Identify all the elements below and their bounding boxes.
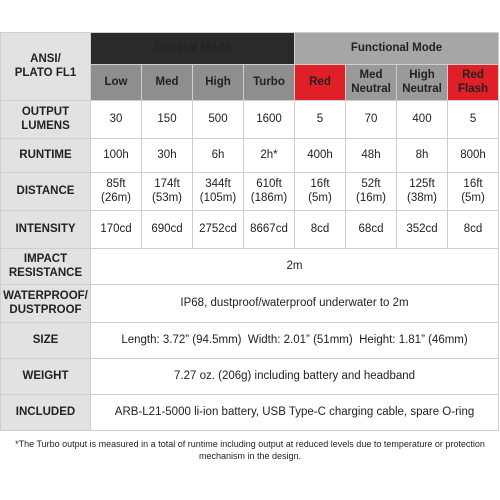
output-label xyxy=(1,101,91,139)
functional-mode-header: Functional Mode xyxy=(295,33,499,65)
distance-m: (26m) xyxy=(100,191,132,204)
output-label-l2: LUMENS xyxy=(21,119,70,132)
distance-ft: 344ft xyxy=(205,178,231,191)
included-value: ARB-L21-5000 li-ion battery, USB Type-C charging cable, spare O-ring xyxy=(91,395,499,431)
size-row xyxy=(1,323,499,359)
size-value: Length: 3.72” (94.5mm) Width: 2.01” (51mm) Height: 1.81” (46mm) xyxy=(91,323,499,359)
waterproof-label-l2: DUSTPROOF xyxy=(9,303,82,316)
waterproof-row xyxy=(1,285,499,323)
general-mode-header: General Mode xyxy=(91,33,295,65)
distance-ft: 610ft xyxy=(256,178,282,191)
intensity-value: 68cd xyxy=(346,211,397,249)
weight-row xyxy=(1,359,499,395)
output-label-l1: OUTPUT xyxy=(21,106,70,119)
distance-m: (5m) xyxy=(308,191,332,204)
output-value: 30 xyxy=(91,101,142,139)
output-row xyxy=(1,101,499,139)
runtime-value: 8h xyxy=(397,139,448,173)
output-value: 500 xyxy=(193,101,244,139)
mode-med-neutral-l2: Neutral xyxy=(351,82,391,95)
distance-ft: 85ft xyxy=(106,178,126,191)
distance-m: (5m) xyxy=(461,191,485,204)
distance-ft: 174ft xyxy=(154,178,180,191)
distance-m: (186m) xyxy=(250,191,288,204)
mode-red xyxy=(295,65,346,101)
intensity-value: 8667cd xyxy=(244,211,295,249)
size-label: SIZE xyxy=(1,323,91,359)
runtime-value: 2h* xyxy=(244,139,295,173)
mode-red-flash xyxy=(448,65,499,101)
output-value: 150 xyxy=(142,101,193,139)
distance-value xyxy=(91,173,142,211)
mode-med-neutral-l1: Med xyxy=(359,69,383,82)
waterproof-label-l1: WATERPROOF/ xyxy=(3,290,88,303)
weight-value: 7.27 oz. (206g) including battery and headband xyxy=(91,359,499,395)
distance-m: (53m) xyxy=(151,191,183,204)
distance-value xyxy=(244,173,295,211)
runtime-value: 30h xyxy=(142,139,193,173)
intensity-value: 8cd xyxy=(448,211,499,249)
weight-label: WEIGHT xyxy=(1,359,91,395)
output-value: 400 xyxy=(397,101,448,139)
footnote-line2: mechanism in the design. xyxy=(198,451,302,462)
runtime-value: 100h xyxy=(91,139,142,173)
output-value: 5 xyxy=(448,101,499,139)
distance-value xyxy=(346,173,397,211)
runtime-value: 6h xyxy=(193,139,244,173)
intensity-value: 2752cd xyxy=(193,211,244,249)
waterproof-value: IP68, dustproof/waterproof underwater to 2m xyxy=(91,285,499,323)
corner-line2: PLATO FL1 xyxy=(14,66,77,79)
mode-red-flash-l2: Flash xyxy=(458,82,489,95)
included-row xyxy=(1,395,499,431)
distance-ft: 52ft xyxy=(361,178,381,191)
distance-ft: 16ft xyxy=(463,178,483,191)
output-value: 1600 xyxy=(244,101,295,139)
intensity-label: INTENSITY xyxy=(1,211,91,249)
mode-high: High xyxy=(193,65,244,101)
spec-table xyxy=(0,32,499,431)
distance-value xyxy=(295,173,346,211)
impact-label-l2: RESISTANCE xyxy=(8,266,83,279)
impact-row xyxy=(1,249,499,285)
mode-high-neutral-l1: High xyxy=(409,69,435,82)
distance-ft: 125ft xyxy=(409,178,435,191)
distance-value xyxy=(193,173,244,211)
distance-row xyxy=(1,173,499,211)
intensity-row xyxy=(1,211,499,249)
intensity-value: 690cd xyxy=(142,211,193,249)
waterproof-label xyxy=(1,285,91,323)
runtime-value: 800h xyxy=(448,139,499,173)
runtime-row xyxy=(1,139,499,173)
runtime-label: RUNTIME xyxy=(1,139,91,173)
distance-label: DISTANCE xyxy=(1,173,91,211)
corner-cell xyxy=(1,33,91,101)
distance-m: (38m) xyxy=(406,191,438,204)
impact-label-l1: IMPACT xyxy=(23,253,68,266)
corner-line1: ANSI/ xyxy=(30,53,61,66)
intensity-value: 170cd xyxy=(91,211,142,249)
turbo-footnote xyxy=(6,438,494,462)
mode-red-label: Red xyxy=(309,75,331,88)
impact-value: 2m xyxy=(91,249,499,285)
distance-ft: 16ft xyxy=(310,178,330,191)
distance-value xyxy=(397,173,448,211)
intensity-value: 352cd xyxy=(397,211,448,249)
mode-high-neutral xyxy=(397,65,448,101)
distance-m: (16m) xyxy=(355,191,387,204)
output-value: 5 xyxy=(295,101,346,139)
impact-label xyxy=(1,249,91,285)
mode-med-neutral xyxy=(346,65,397,101)
mode-group-row xyxy=(1,33,499,65)
mode-med: Med xyxy=(142,65,193,101)
distance-m: (105m) xyxy=(199,191,237,204)
distance-value xyxy=(448,173,499,211)
mode-turbo: Turbo xyxy=(244,65,295,101)
mode-red-flash-l1: Red xyxy=(462,69,484,82)
footnote-line1: *The Turbo output is measured in a total of runtime including output at reduced levels due to temperature or protection xyxy=(15,439,485,449)
distance-value xyxy=(142,173,193,211)
runtime-value: 400h xyxy=(295,139,346,173)
mode-high-neutral-l2: Neutral xyxy=(402,82,442,95)
included-label: INCLUDED xyxy=(1,395,91,431)
runtime-value: 48h xyxy=(346,139,397,173)
mode-low: Low xyxy=(91,65,142,101)
intensity-value: 8cd xyxy=(295,211,346,249)
output-value: 70 xyxy=(346,101,397,139)
